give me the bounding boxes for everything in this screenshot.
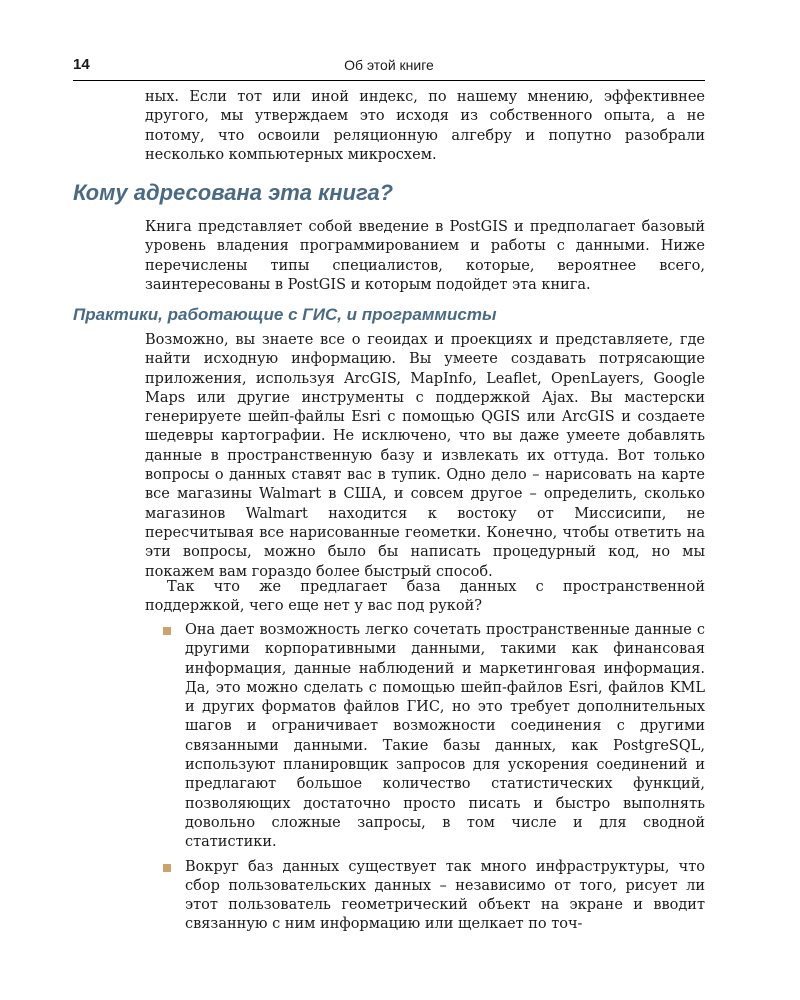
bullet-text: Вокруг баз данных существует так много инфраструктуры, что сбор пользовательских данных – независимо от того, рисует ли этот пользователь геометрический объект на экране и вводит связанную с ним информацию или щелкает по точ-	[185, 858, 705, 933]
subsection-paragraph: Возможно, вы знаете все о геоидах и проекциях и представляете, где найти исходную информацию. Вы умеете создавать потрясающие приложения, используя ArcGIS, MapInfo, Leaflet, OpenLayers, Google Maps или другие инструменты с поддержкой Ajax. Вы мастерски генерируете шейп-файлы Esri с помощью QGIS или ArcGIS и создаете шедевры картографии. Не исключено, что вы даже умеете добавлять данные в пространственную базу и извлекать их оттуда. Вот только вопросы о данных ставят вас в тупик. Одно дело – нарисовать на карте все магазины Walmart в США, и совсем другое – определить, сколько магазинов Walmart находится к востоку от Миссисипи, не пересчитывая все нарисованные геометки. Конечно, чтобы ответить на эти вопросы, можно было бы написать процедурный код, но мы покажем вам гораздо более быстрый способ.	[145, 332, 705, 580]
section-heading: Кому адресована эта книга?	[73, 180, 394, 205]
list-item	[145, 621, 705, 853]
section-intro-paragraph: Книга представляет собой введение в PostGIS и предполагает базовый уровень владения программированием и работы с данными. Ниже перечислены типы специалистов, которые, вероятнее всего, заинтересованы в PostGIS и которым подойдет эта книга.	[145, 219, 705, 293]
bullet-text: Она дает возможность легко сочетать пространственные данные с другими корпоративными данными, такими как финансовая информация, данные наблюдений и маркетинговая информация. Да, это можно сделать с помощью шейп-файлов Esri, файлов KML и других форматов файлов ГИС, но это требует дополнительных шагов и ограничивает возможности соединения с другими связанными данными. Такие базы данных, как PostgreSQL, используют планировщик запросов для ускорения соединений и предлагают большое количество статистических функций, позволяющих достаточно просто писать и быстро выполнять довольно сложные запросы, в том числе и для сводной статистики.	[185, 622, 705, 851]
continuation-paragraph: ных. Если тот или иной индекс, по нашему мнению, эффективнее другого, мы утверждаем это исходя из собственного опыта, а не потому, что освоили реляционную алгебру и попутно разобрали несколько компьютерных микросхем.	[145, 89, 705, 163]
list-item	[145, 858, 705, 935]
subsection-heading: Практики, работающие с ГИС, и программисты	[73, 305, 497, 324]
page-number: 14	[73, 56, 90, 73]
running-title: Об этой книге	[344, 57, 434, 73]
bullet-list	[145, 621, 705, 940]
square-bullet-icon	[163, 864, 171, 872]
square-bullet-icon	[163, 627, 171, 635]
header-rule	[73, 80, 705, 81]
page-header	[73, 56, 705, 78]
question-paragraph: Так что же предлагает база данных с пространственной поддержкой, чего еще нет у вас под рукой?	[145, 579, 705, 615]
